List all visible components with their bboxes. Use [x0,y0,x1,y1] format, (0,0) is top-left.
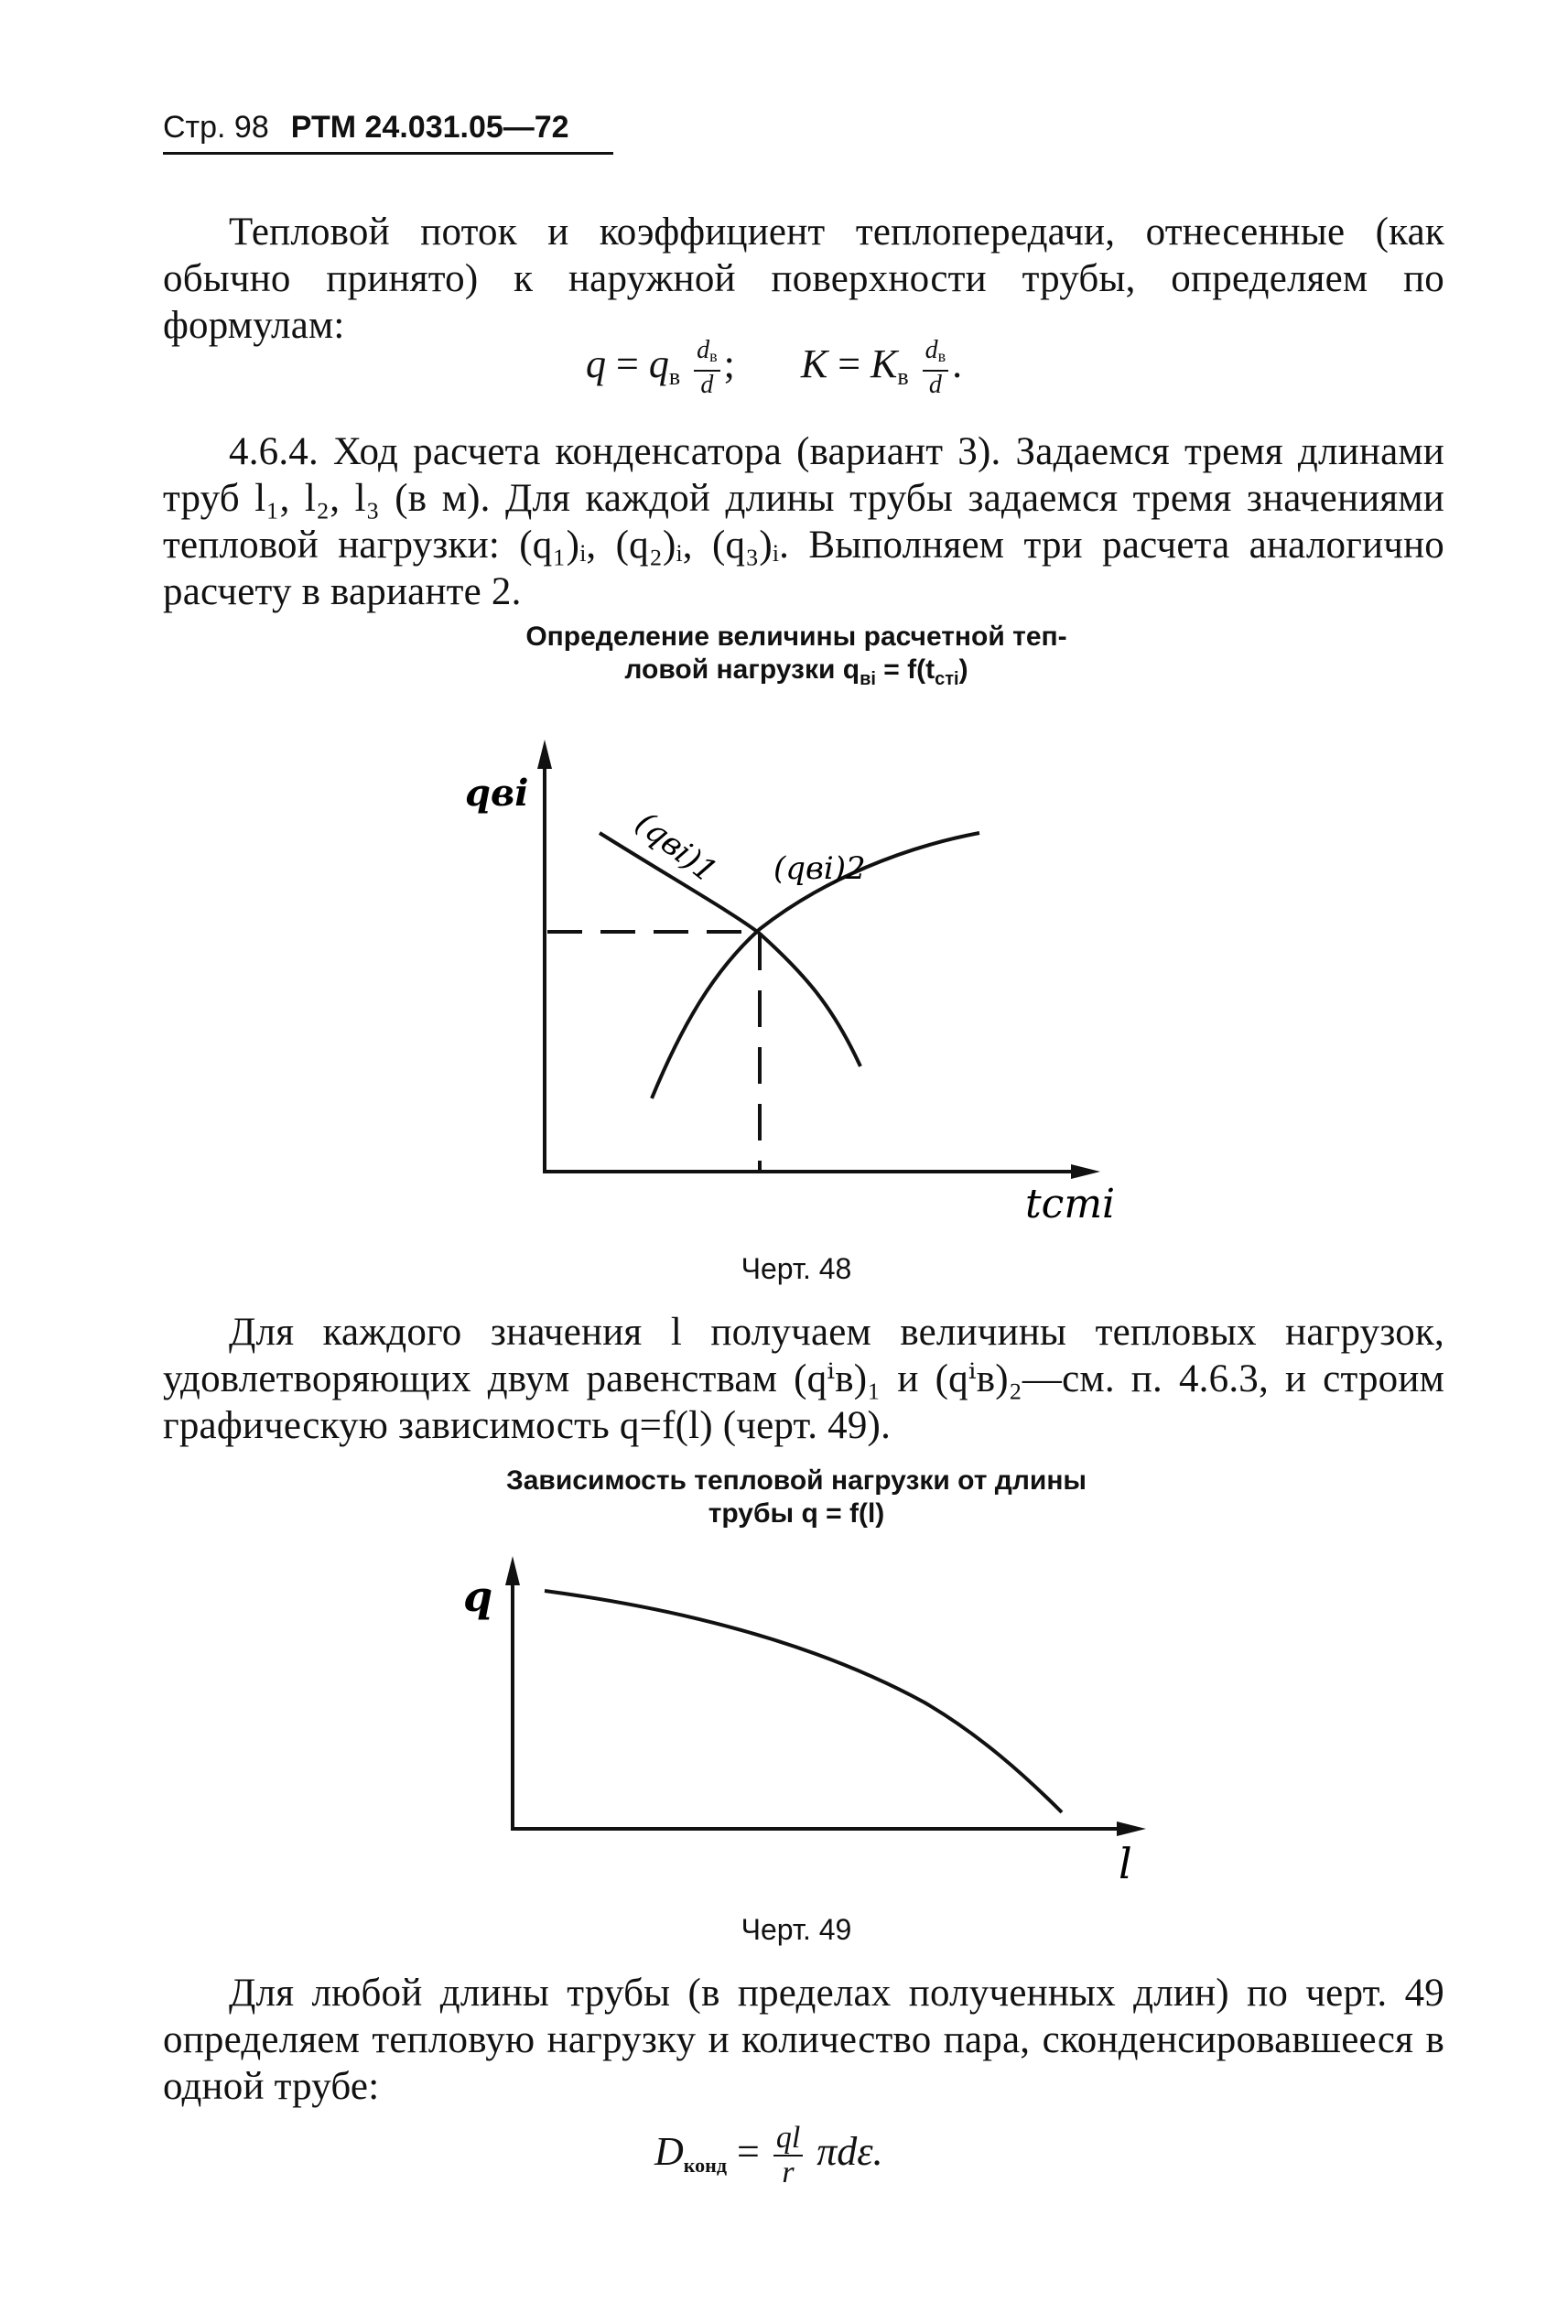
y-axis-label: q [463,1572,493,1621]
x-axis-arrow [1117,1821,1146,1836]
title-sub: стi [935,669,959,689]
page-number: Стр. 98 [163,110,269,145]
title-part: ловой нагрузки q [624,654,860,685]
title-sub: вi [860,669,876,689]
formula-tail: πdε. [816,2129,883,2175]
formula-condensate: $D_{конд}$ = $\frac{ql}{r}$ πdε. [654,2121,883,2189]
curve-1-label: (qвi)1 [628,805,724,891]
formula-d-sub: конд [683,2154,727,2178]
figure-48-title-line1: Определение величины расчетной теп- [525,622,1067,652]
y-axis-arrow [505,1556,520,1585]
formula-k-rhs: K [871,341,898,387]
figure-48-caption: Черт. 48 [741,1252,852,1285]
figure-49-title-line1: Зависимость тепловой нагрузки от длины [505,1465,1087,1496]
formula-q-lhs: q [586,341,606,387]
frac-den: d [700,371,714,399]
frac-num: d [925,336,938,364]
figure-49-title-line2: трубы q = f(l) [708,1498,885,1529]
y-axis-label: qвi [465,772,529,815]
formula-fraction [773,2122,803,2189]
frac-num: ql [773,2122,803,2156]
frac-den: r [782,2156,795,2189]
title-part: ) [958,654,968,685]
frac-den: d [928,371,942,399]
paragraph-condensate [163,1970,1444,2110]
figure-49-caption: Черт. 49 [741,1913,852,1946]
formula-k-sub: в [897,363,909,391]
document-code: РТМ 24.031.05—72 [290,110,569,145]
formula-d-lhs: D [654,2129,684,2175]
curve-q-of-l [545,1591,1062,1812]
x-axis-label: tстi [1025,1181,1116,1227]
frac-num-sub: в [937,347,946,365]
title-part: = f(t [875,654,935,685]
paragraph-text: Для любой длины трубы (в пределах полученных длин) по черт. 49 определяем тепловую нагрузку и количество пара, сконденсировавшееся в одной трубе: [163,1972,1444,2108]
frac-num-sub: в [709,347,718,365]
formula-q-sub: в [668,363,681,391]
formula-heat-flux: $q = q_в$ $\frac{d_в}{d}$ ; $K = K_в$ $\frac{d_в}{d}$ . [586,336,963,399]
paragraph-text: Для каждого значения l получаем величины тепловых нагрузок, удовлетворяющих двум равенствам (qⁱв)₁ и (qⁱв)₂—см. п. 4.6.3, и строим графическую зависимость q=f(l) (черт. 49). [163,1311,1444,1447]
formula-k-lhs: K [800,341,828,387]
paragraph-text: 4.6.4. Ход расчета конденсатора (вариант 3). Задаемся тремя длинами труб l₁, l₂, l₃ (в м). Для каждой длины трубы задаемся тремя значениями тепловой нагрузки: (q₁)ᵢ, (q₂)ᵢ, (q₃)ᵢ. Выполняем три расчета аналогично расчету в варианте 2. [163,430,1444,613]
x-axis-label: l [1119,1839,1132,1888]
formula-q-rhs: q [648,341,669,387]
paragraph-text: Тепловой поток и коэффициент теплопередачи, отнесенные (как обычно принято) к наружной поверхности трубы, определяем по формулам: [163,211,1444,347]
frac-num: d [697,336,710,364]
curve-2-label: (qвi)2 [773,850,866,887]
